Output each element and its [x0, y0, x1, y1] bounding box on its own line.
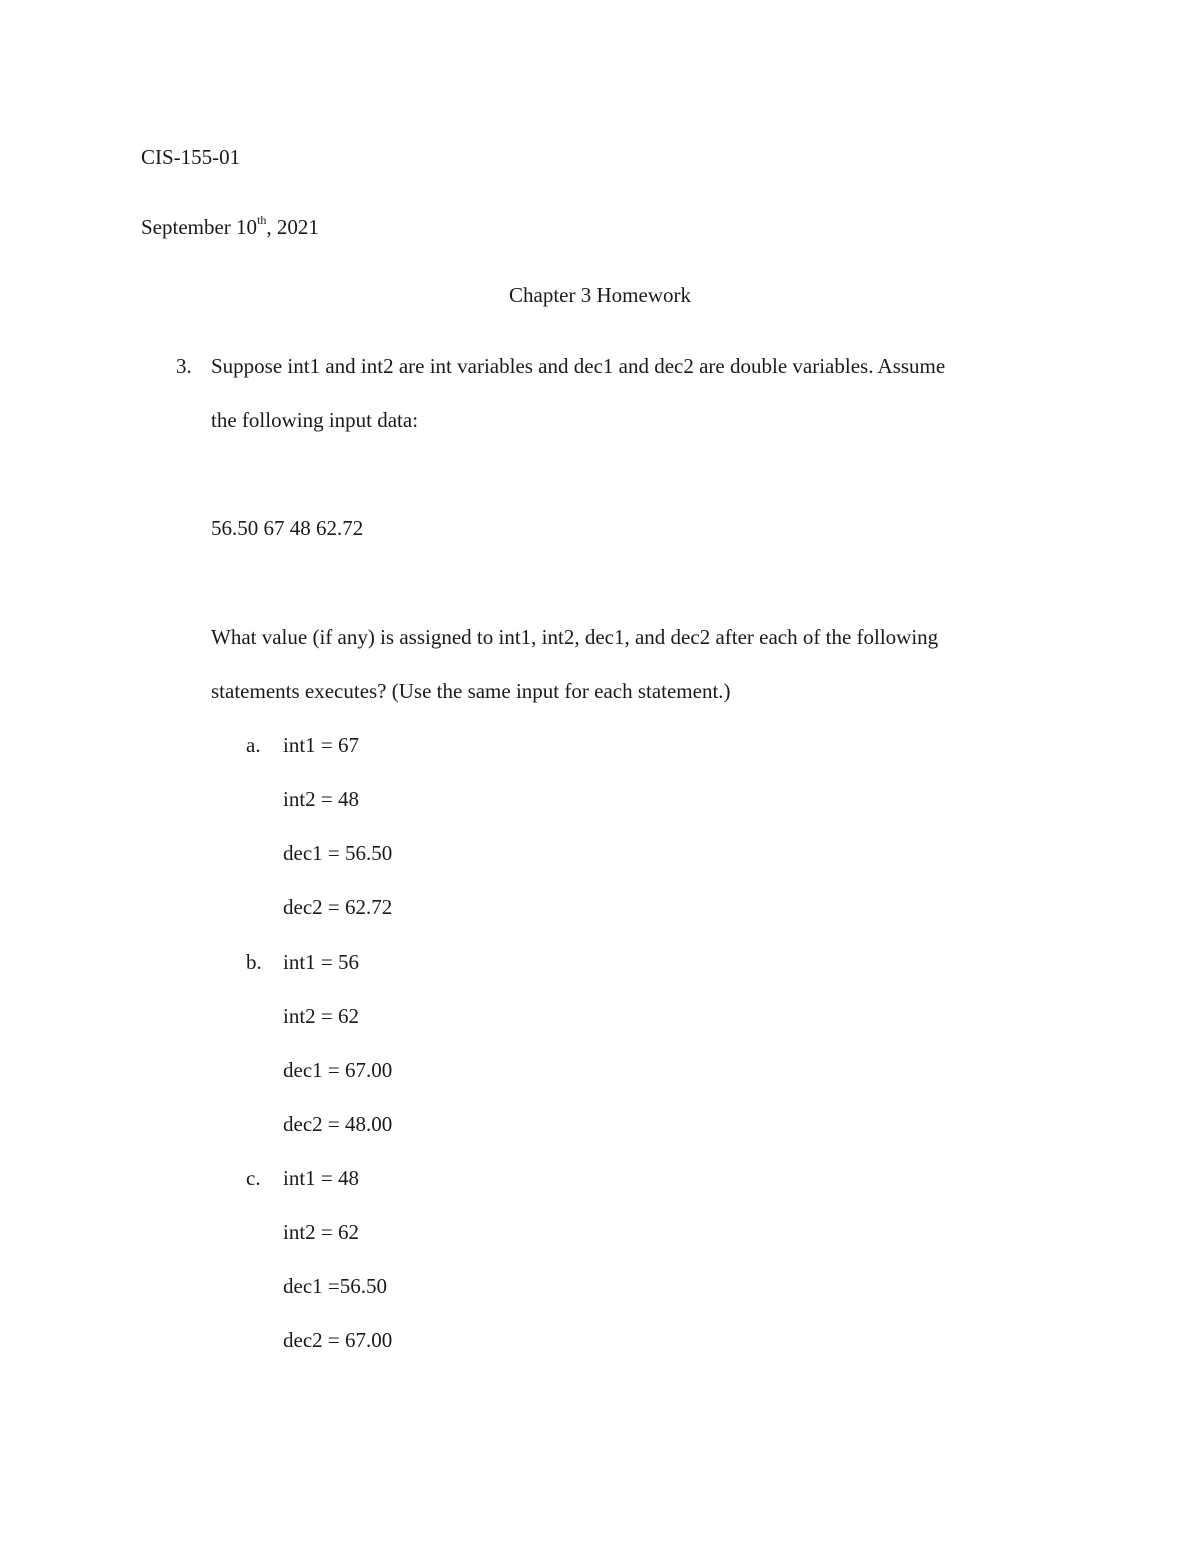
date-suffix: , 2021 [266, 215, 319, 239]
date-prefix: September 10 [141, 215, 258, 239]
answer-c-line: dec1 =56.50 [283, 1274, 387, 1298]
question-ask-line-1: What value (if any) is assigned to int1, int2, dec1, and dec2 after each of the following [211, 625, 939, 649]
answer-a-line: int1 = 67 [283, 733, 360, 757]
answer-a-line: dec2 = 62.72 [283, 895, 393, 919]
question-text-line-2: the following input data: [211, 408, 419, 432]
answer-c-line: int2 = 62 [283, 1220, 360, 1244]
input-data: 56.50 67 48 62.72 [211, 516, 364, 540]
date-ordinal: th [257, 213, 267, 227]
answer-label-c: c. [246, 1166, 261, 1190]
question-text-line-1: Suppose int1 and int2 are int variables and dec1 and dec2 are double variables. Assume [211, 354, 946, 378]
answer-c-line: int1 = 48 [283, 1166, 360, 1190]
answer-a-line: int2 = 48 [283, 787, 360, 811]
answer-b-line: int1 = 56 [283, 950, 360, 974]
answer-c-line: dec2 = 67.00 [283, 1328, 393, 1352]
answer-label-a: a. [246, 733, 261, 757]
answer-b-line: int2 = 62 [283, 1004, 360, 1028]
answer-a-line: dec1 = 56.50 [283, 841, 393, 865]
question-number: 3. [176, 354, 192, 378]
course-code: CIS-155-01 [141, 145, 241, 169]
document-title: Chapter 3 Homework [509, 283, 691, 307]
answer-label-b: b. [246, 950, 262, 974]
answer-b-line: dec1 = 67.00 [283, 1058, 393, 1082]
question-ask-line-2: statements executes? (Use the same input for each statement.) [211, 679, 731, 703]
submission-date [141, 213, 319, 239]
answer-b-line: dec2 = 48.00 [283, 1112, 393, 1136]
